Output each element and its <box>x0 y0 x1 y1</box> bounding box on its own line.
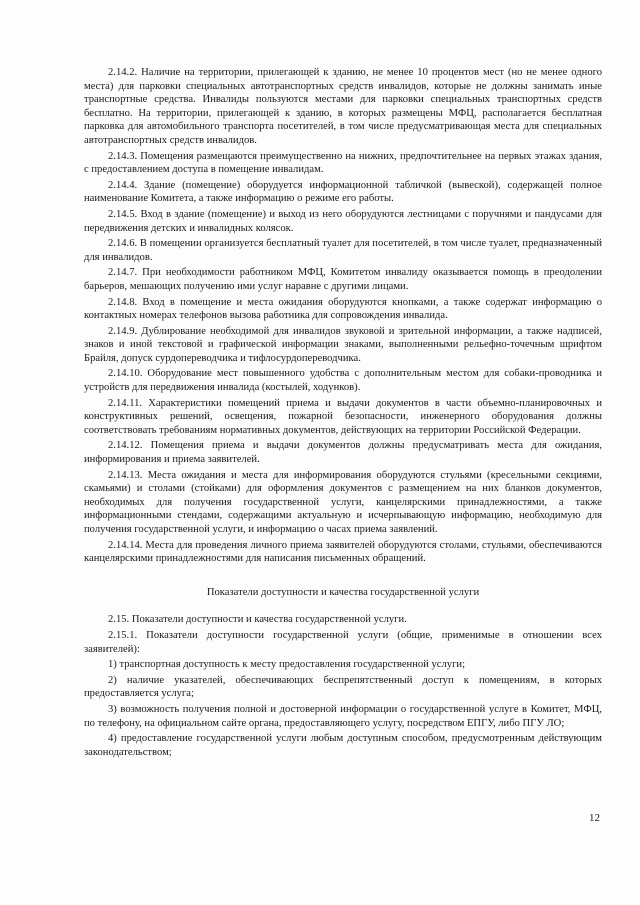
paragraph-2-15-1: 2.15.1. Показатели доступности государственной услуги (общие, применимые в отношении всех заявителей): <box>84 629 602 655</box>
paragraph-2-14-14: 2.14.14. Места для проведения личного приема заявителей оборудуются столами, стульями, обеспечиваются канцелярскими принадлежностями для написания письменных обращений. <box>84 539 602 565</box>
paragraph-2-14-13: 2.14.13. Места ожидания и места для информирования оборудуются стульями (кресельными секциями, скамьями) и столами (стойками) для оформления документов с размещением на них бланков документов, необходимых для получения государственной услуги, канцелярскими принадлежностями, а также информационными стендами, содержащими актуальную и исчерпывающую информацию, необходимую для получения государственной услуги, и информацию о часах приема заявлений. <box>84 469 602 535</box>
paragraph-2-14-10: 2.14.10. Оборудование мест повышенного удобства с дополнительным местом для собаки-проводника и устройств для передвижения инвалида (костылей, ходунков). <box>84 368 602 394</box>
list-item-4: 4) предоставление государственной услуги любым доступным способом, предусмотренным действующим законодательством; <box>84 733 602 758</box>
paragraph-2-14-9: 2.14.9. Дублирование необходимой для инвалидов звуковой и зрительной информации, а также надписей, знаков и иной текстовой и графической информации знаками, выполненными рельефно-точечным шрифтом Брайля, допуск сурдопереводчика и тифлосурдопереводчика. <box>84 325 602 364</box>
section-heading: Показатели доступности и качества государственной услуги <box>206 586 480 598</box>
paragraph-2-15: 2.15. Показатели доступности и качества государственной услуги. <box>108 614 407 626</box>
paragraph-2-14-5: 2.14.5. Вход в здание (помещение) и выход из него оборудуются лестницами с поручнями и пандусами для передвижения детских и инвалидных колясок. <box>84 208 602 234</box>
paragraph-2-14-2: 2.14.2. Наличие на территории, прилегающей к зданию, не менее 10 процентов мест (но не менее одного места) для парковки специальных автотранспортных средств инвалидов, которые не должны занимать иные транспортные средства. Инвалиды пользуются местами для парковки специальных транспортных средств бесплатно. На территории, прилегающей к зданию, в которых размещены МФЦ, располагается бесплатная парковка для автомобильного транспорта посетителей, в том числе предусматривающая места для специальных автотранспортных средств инвалидов. <box>84 67 602 146</box>
document-body <box>84 66 602 761</box>
page-number: 12 <box>589 812 600 824</box>
paragraph-2-14-3: 2.14.3. Помещения размещаются преимущественно на нижних, предпочтительнее на первых этажах здания, с предоставлением доступа в помещение инвалидам. <box>84 150 602 176</box>
list-item-3: 3) возможность получения полной и достоверной информации о государственной услуге в Комитет, МФЦ, по телефону, на официальном сайте органа, предоставляющего услугу, посредством ЕПГУ, либо ПГУ ЛО; <box>84 703 602 729</box>
paragraph-2-14-8: 2.14.8. Вход в помещение и места ожидания оборудуются кнопками, а также содержат информацию о контактных номерах телефонов вызова работника для сопровождения инвалида. <box>84 296 602 322</box>
paragraph-2-14-7: 2.14.7. При необходимости работником МФЦ, Комитетом инвалиду оказывается помощь в преодолении барьеров, мешающих получению ими услуг наравне с другими лицами. <box>84 267 602 292</box>
paragraph-2-14-11: 2.14.11. Характеристики помещений приема и выдачи документов в части объемно-планировочных и конструктивных решений, освещения, пожарной безопасности, инженерного оборудования должны соответствовать требованиям нормативных документов, действующих на территории Российской Федерации. <box>84 397 602 436</box>
list-item-2: 2) наличие указателей, обеспечивающих беспрепятственный доступ к помещениям, в которых предоставляется услуга; <box>84 674 602 700</box>
paragraph-2-14-6: 2.14.6. В помещении организуется бесплатный туалет для посетителей, в том числе туалет, предназначенный для инвалидов. <box>84 238 602 263</box>
paragraph-2-14-12: 2.14.12. Помещения приема и выдачи документов должны предусматривать места для ожидания, информирования и приема заявителей. <box>84 440 602 466</box>
paragraph-2-14-4: 2.14.4. Здание (помещение) оборудуется информационной табличкой (вывеской), содержащей полное наименование Комитета, а также информацию о режиме его работы. <box>84 179 602 205</box>
list-item-1: 1) транспортная доступность к месту предоставления государственной услуги; <box>108 659 466 671</box>
